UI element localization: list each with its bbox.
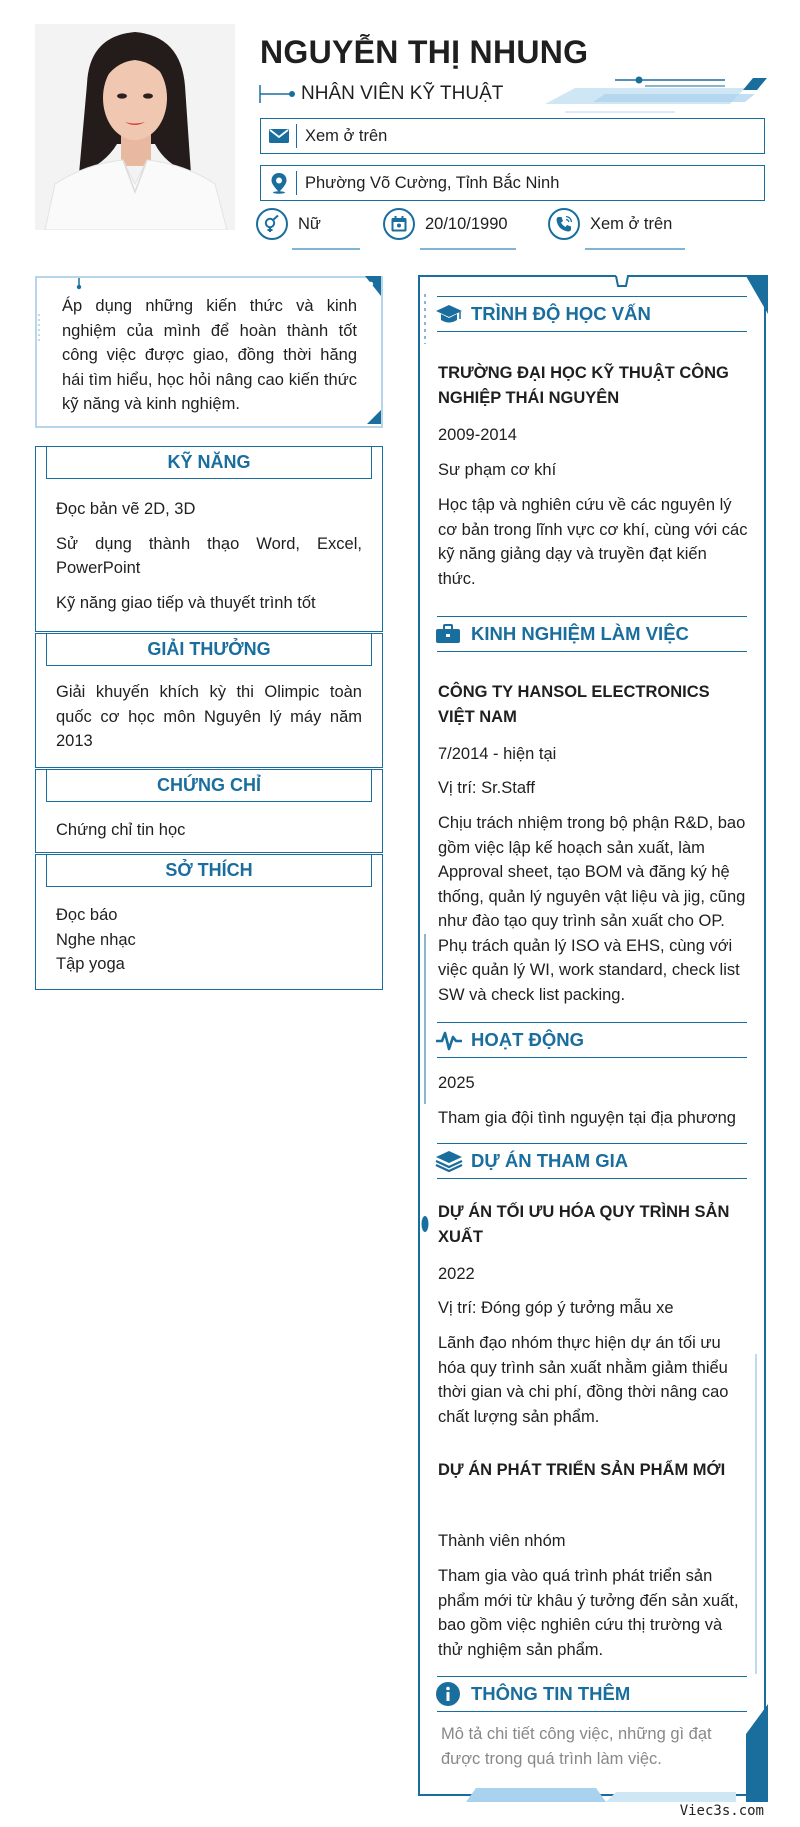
activities-title: HOẠT ĐỘNG xyxy=(471,1029,585,1050)
project-year: 2022 xyxy=(438,1265,475,1283)
phone-underline xyxy=(585,248,685,250)
birthday-value: 20/10/1990 xyxy=(425,214,508,233)
education-title: TRÌNH ĐỘ HỌC VẤN xyxy=(471,303,651,324)
hobbies-heading: SỞ THÍCH xyxy=(46,855,372,887)
awards-heading: GIẢI THƯỞNG xyxy=(46,634,372,666)
gender-icon xyxy=(256,208,288,240)
skill-item: Đọc bản vẽ 2D, 3D xyxy=(56,500,196,518)
additional-title: THÔNG TIN THÊM xyxy=(471,1683,631,1704)
address-value: Phường Võ Cường, Tỉnh Bắc Ninh xyxy=(305,173,560,192)
experience-description: Chịu trách nhiệm trong bộ phận R&D, bao gồm việc lập kế hoạch sản xuất, làm Approval sheet, tạo BOM và đăng ký hệ thống, quản lý nguyên vật liệu và jig, cũng như đào tạo quy trình sản xuất cho OP. Phụ trách quản lý ISO và EHS, cùng với việc quản lý WI, work standard, check list SW và check list packing. xyxy=(438,814,746,1004)
birthday-item xyxy=(383,208,508,240)
certificates-section xyxy=(35,769,383,853)
phone-icon xyxy=(548,208,580,240)
experience-position: Vị trí: Sr.Staff xyxy=(438,779,535,797)
calendar-icon xyxy=(383,208,415,240)
activities-heading xyxy=(437,1022,747,1058)
education-description: Học tập và nghiên cứu về các nguyên lý cơ bản trong lĩnh vực cơ khí, cùng với các kỹ năng giảng dạy và truyền đạt kiến thức. xyxy=(438,496,748,588)
gender-underline xyxy=(292,248,360,250)
birthday-underline xyxy=(420,248,516,250)
additional-placeholder[interactable]: Mô tả chi tiết công việc, những gì đạt được trong quá trình làm việc. xyxy=(441,1725,712,1768)
skills-section xyxy=(35,446,383,632)
address-box xyxy=(260,165,765,201)
objective-frame-decoration xyxy=(35,274,385,432)
skill-item: Sử dụng thành thạo Word, Excel, PowerPoint xyxy=(56,534,362,577)
project-name: DỰ ÁN TỐI ƯU HÓA QUY TRÌNH SẢN XUẤT xyxy=(438,1203,730,1246)
school-name: TRƯỜNG ĐẠI HỌC KỸ THUẬT CÔNG NGHIỆP THÁI NGUYÊN xyxy=(438,364,729,407)
hobbies-list xyxy=(36,887,382,977)
awards-section xyxy=(35,633,383,768)
gender-item xyxy=(256,208,321,240)
candidate-name: NGUYỄN THỊ NHUNG xyxy=(260,34,589,70)
experience-period: 7/2014 - hiện tại xyxy=(438,745,557,763)
header-tech-decoration xyxy=(545,72,775,116)
graduation-cap-icon xyxy=(435,303,471,325)
project-role: Thành viên nhóm xyxy=(438,1532,566,1550)
mail-icon xyxy=(261,124,297,148)
projects-heading xyxy=(437,1143,747,1179)
job-title: NHÂN VIÊN KỸ THUẬT xyxy=(301,83,504,104)
project-name: DỰ ÁN PHÁT TRIỂN SẢN PHẨM MỚI xyxy=(438,1461,726,1479)
project-description: Tham gia vào quá trình phát triển sản phẩm mới từ khâu ý tưởng đến sản xuất, bao gồm việc nghiên cứu thị trường và thử nghiệm sản phẩm. xyxy=(438,1567,739,1659)
activity-year: 2025 xyxy=(438,1074,475,1092)
projects-title: DỰ ÁN THAM GIA xyxy=(471,1150,629,1171)
additional-heading xyxy=(437,1676,747,1712)
hobby-item: Tập yoga xyxy=(56,955,125,973)
objective-text: Áp dụng những kiến thức và kinh nghiệm của mình để hoàn thành tốt công việc được giao, đồng thời hăng hái tìm hiểu, học hỏi nâng cao kiến thức kỹ năng và kinh nghiệm. xyxy=(62,297,357,413)
project-description: Lãnh đạo nhóm thực hiện dự án tối ưu hóa quy trình sản xuất nhằm giảm thiểu thời gian và chi phí, đồng thời nâng cao chất lượng sản phẩm. xyxy=(438,1334,729,1426)
certificates-heading: CHỨNG CHỈ xyxy=(46,770,372,802)
education-heading xyxy=(437,296,747,332)
email-value[interactable]: Xem ở trên xyxy=(305,126,388,145)
skill-item: Kỹ năng giao tiếp và thuyết trình tốt xyxy=(56,593,316,612)
hobby-item: Đọc báo xyxy=(56,906,118,924)
education-major: Sư phạm cơ khí xyxy=(438,461,557,479)
certificates-body xyxy=(36,802,382,843)
phone-value[interactable]: Xem ở trên xyxy=(590,214,673,233)
certificate-item: Chứng chỉ tin học xyxy=(56,821,186,839)
education-period: 2009-2014 xyxy=(438,426,517,444)
activity-text: Tham gia đội tình nguyện tại địa phương xyxy=(438,1109,736,1127)
award-item: Giải khuyến khích kỳ thi Olimpic toàn quốc cơ học môn Nguyên lý máy năm 2013 xyxy=(56,683,362,750)
email-box xyxy=(260,118,765,154)
skills-heading: KỸ NĂNG xyxy=(46,447,372,479)
hobby-item: Nghe nhạc xyxy=(56,930,136,949)
experience-title: KINH NGHIỆM LÀM VIỆC xyxy=(471,623,689,644)
phone-item xyxy=(548,208,672,240)
footer-watermark: Viec3s.com xyxy=(679,1803,764,1819)
company-name: CÔNG TY HANSOL ELECTRONICS VIỆT NAM xyxy=(438,683,710,726)
briefcase-icon xyxy=(435,623,471,645)
pulse-icon xyxy=(435,1029,471,1051)
info-icon xyxy=(435,1681,471,1707)
title-line-decoration xyxy=(258,82,300,106)
experience-heading xyxy=(437,616,747,652)
awards-body xyxy=(36,666,382,754)
layers-icon xyxy=(435,1149,471,1173)
hobbies-section xyxy=(35,854,383,990)
gender-value: Nữ xyxy=(298,214,321,233)
skills-list xyxy=(36,479,382,615)
project-role: Vị trí: Đóng góp ý tưởng mẫu xe xyxy=(438,1299,674,1317)
location-pin-icon xyxy=(261,171,297,195)
profile-photo xyxy=(35,24,235,230)
